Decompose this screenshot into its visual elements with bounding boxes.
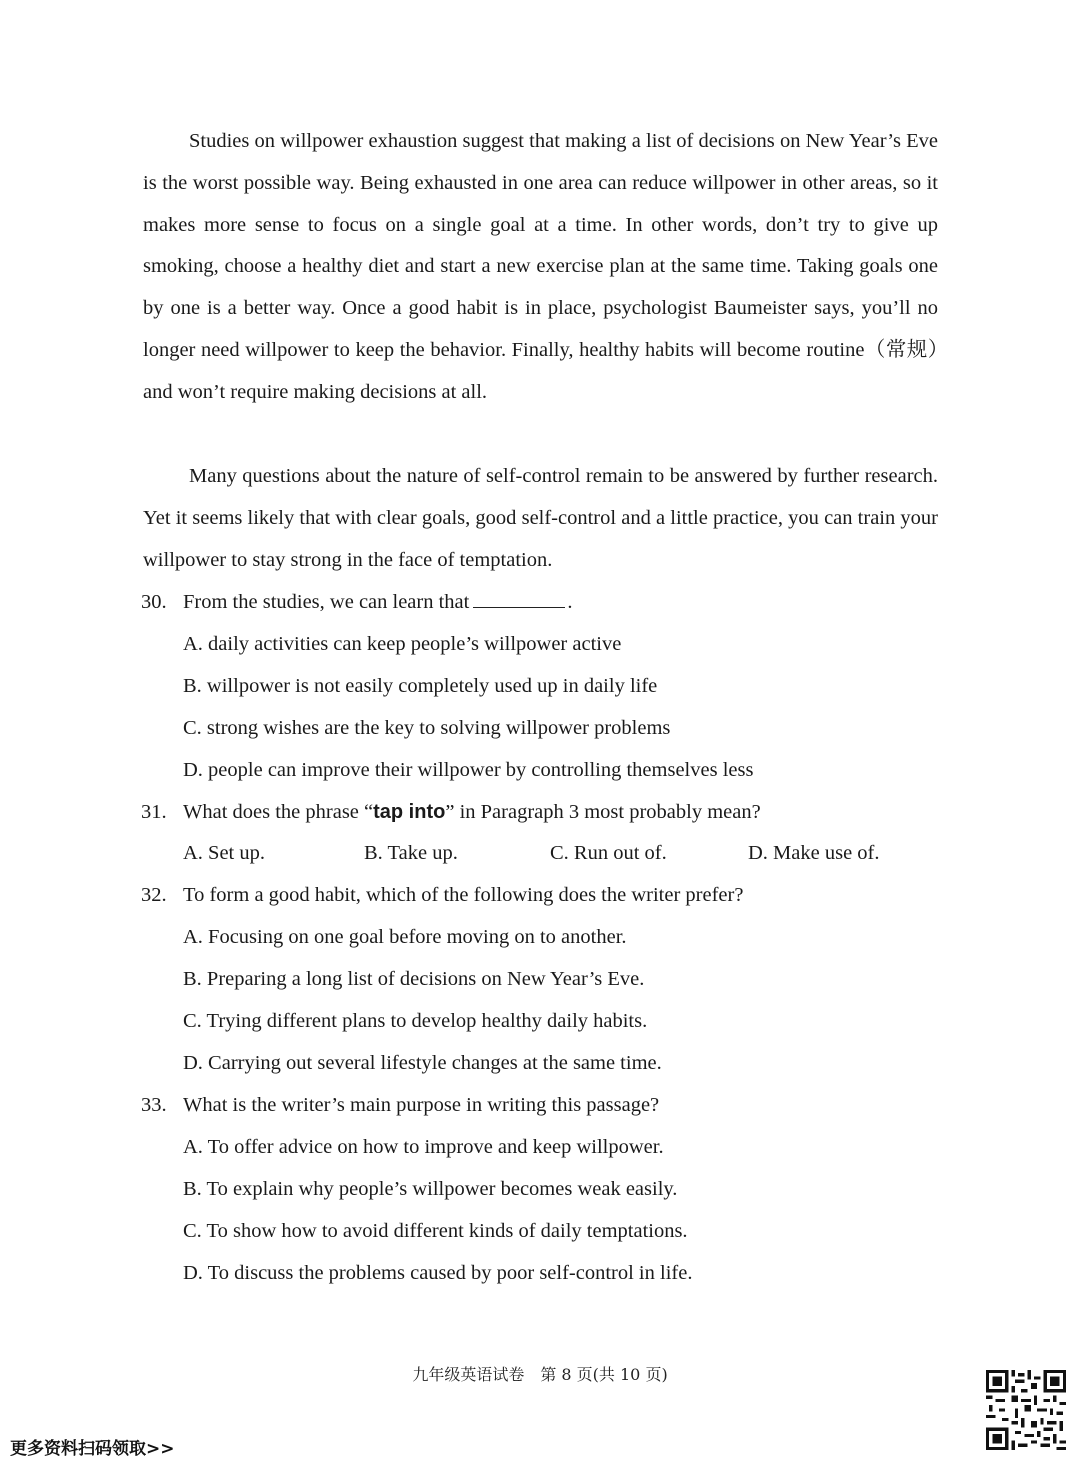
question-number: 30. xyxy=(141,591,167,613)
question-stem xyxy=(183,587,572,617)
passage-paragraph-2-text: Many questions about the nature of self-control remain to be answered by further research. Yet it seems likely that with clear goals, good self-control and a little practice, you can train your willpower to stay strong in the face of temptation. xyxy=(143,465,938,571)
option-d: D. To discuss the problems caused by poor self-control in life. xyxy=(183,1262,693,1284)
question-stem-end: . xyxy=(567,591,573,613)
option-b: B. willpower is not easily completely used up in daily life xyxy=(183,675,658,697)
passage-paragraph-2 xyxy=(143,456,938,581)
question-stem-text: ” in Paragraph 3 most probably mean? xyxy=(445,801,761,823)
option-c: C. To show how to avoid different kinds of daily temptations. xyxy=(183,1220,688,1242)
option-a: A. Focusing on one goal before moving on to another. xyxy=(183,926,627,948)
option-b: B. To explain why people’s willpower becomes weak easily. xyxy=(183,1178,678,1200)
scan-link[interactable]: 更多资料扫码领取>> xyxy=(10,1439,175,1459)
question-number: 33. xyxy=(141,1094,167,1116)
option-d: D. Make use of. xyxy=(748,842,880,864)
option-a: A. To offer advice on how to improve and keep willpower. xyxy=(183,1136,664,1158)
option-c: C. strong wishes are the key to solving willpower problems xyxy=(183,717,671,739)
option-d: D. people can improve their willpower by controlling themselves less xyxy=(183,759,754,781)
option-c: C. Run out of. xyxy=(550,842,667,864)
question-stem: To form a good habit, which of the following does the writer prefer? xyxy=(183,884,744,906)
highlighted-phrase: tap into xyxy=(373,801,446,823)
answer-blank xyxy=(473,589,565,608)
option-c: C. Trying different plans to develop healthy daily habits. xyxy=(183,1010,648,1032)
question-number: 32. xyxy=(141,884,167,906)
question-stem-text: From the studies, we can learn that xyxy=(183,591,470,613)
option-a: A. daily activities can keep people’s willpower active xyxy=(183,633,622,655)
question-stem xyxy=(183,797,761,827)
question-stem: What is the writer’s main purpose in writing this passage? xyxy=(183,1094,660,1116)
passage-paragraph-1 xyxy=(143,121,938,414)
option-b: B. Preparing a long list of decisions on New Year’s Eve. xyxy=(183,968,645,990)
page-footer: 九年级英语试卷 第 8 页(共 10 页) xyxy=(412,1365,668,1384)
qr-code-icon[interactable] xyxy=(986,1370,1066,1450)
question-number: 31. xyxy=(141,801,167,823)
option-d: D. Carrying out several lifestyle changes at the same time. xyxy=(183,1052,662,1074)
passage-paragraph-1-text: Studies on willpower exhaustion suggest that making a list of decisions on New Year’s Eve is the worst possible way. Being exhausted in one area can reduce willpower in other areas, so it makes more sense to focus on a single goal at a time. In other words, don’t try to give up smoking, choose a healthy diet and start a new exercise plan at the same time. Taking goals one by one is a better way. Once a good habit is in place, psychologist Baumeister says, you’ll no longer need willpower to keep the behavior. Finally, healthy habits will become routine（常规）and won’t require making decisions at all. xyxy=(143,130,938,403)
question-stem-text: What does the phrase “ xyxy=(183,801,374,823)
option-a: A. Set up. xyxy=(183,842,265,864)
option-b: B. Take up. xyxy=(364,842,458,864)
